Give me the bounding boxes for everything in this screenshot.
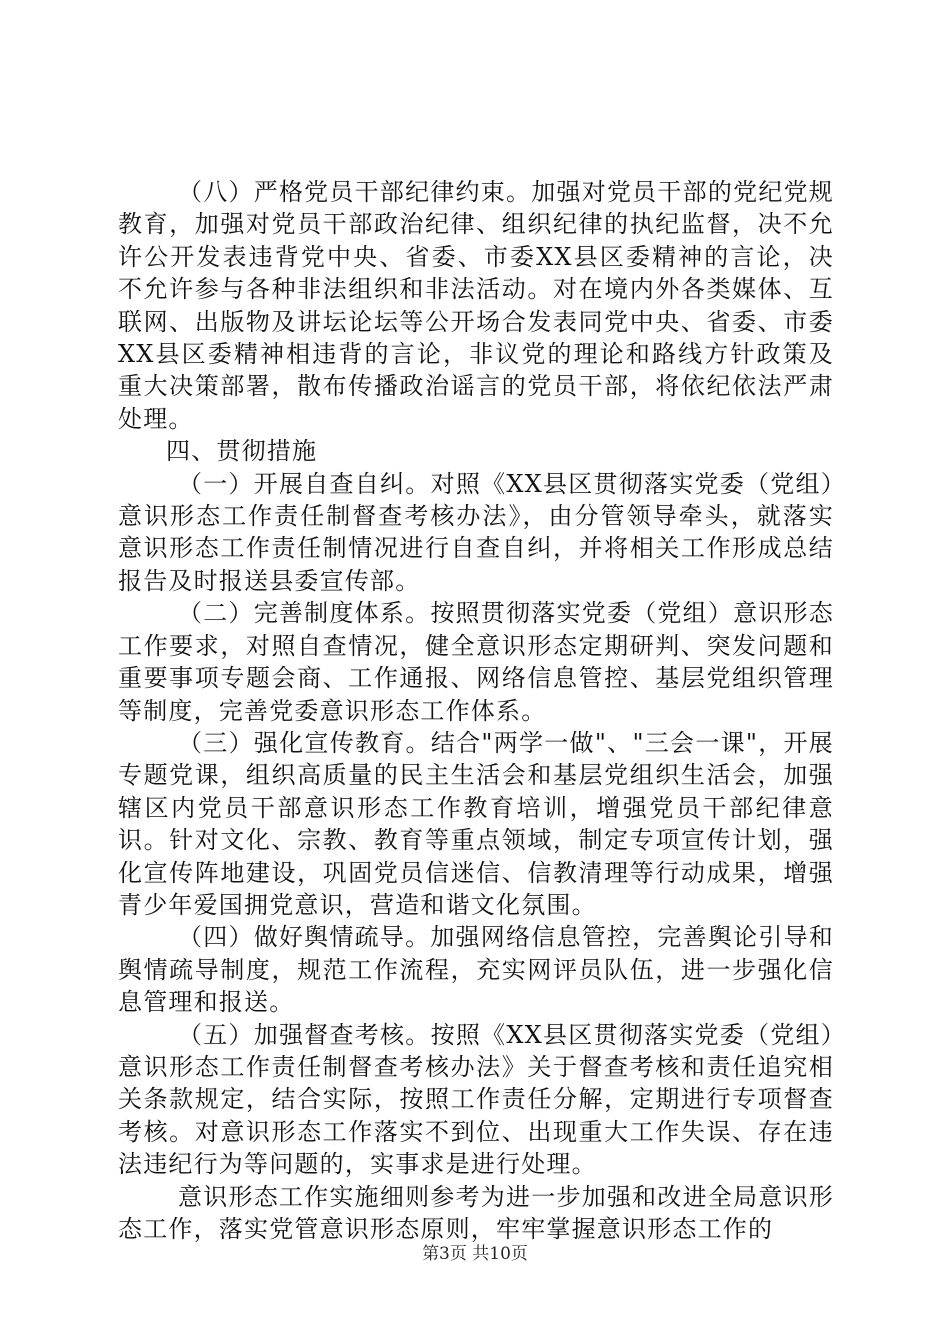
paragraph-system: （二）完善制度体系。按照贯彻落实党委（党组）意识形态工作要求，对照自查情况，健全意识形态定期研判、突发问题和重要事项专题会商、工作通报、网络信息管控、基层党组织管理等制度，完善党委意识形态工作体系。	[118, 599, 834, 725]
page-number-footer: 第3页 共10页	[422, 1244, 528, 1264]
section-heading-measures: 四、贯彻措施	[166, 437, 318, 466]
paragraph-public-opinion: （四）做好舆情疏导。加强网络信息管控，完善舆论引导和舆情疏导制度，规范工作流程，充实网评员队伍，进一步强化信息管理和报送。	[118, 923, 834, 1017]
paragraph-rules-intro: 意识形态工作实施细则参考为进一步加强和改进全局意识形态工作，落实党管意识形态原则，牢牢掌握意识形态工作的	[118, 1182, 834, 1243]
paragraph-discipline: （八）严格党员干部纪律约束。加强对党员干部的党纪党规教育，加强对党员干部政治纪律、组织纪律的执纪监督，决不允许公开发表违背党中央、省委、市委XX县区委精神的言论，决不允许参与各种非法组织和非法活动。对在境内外各类媒体、互联网、出版物及讲坛论坛等公开场合发表同党中央、省委、市委XX县区委精神相违背的言论，非议党的理论和路线方针政策及重大决策部署，散布传播政治谣言的党员干部，将依纪依法严肃处理。	[118, 178, 834, 433]
paragraph-supervision: （五）加强督查考核。按照《XX县区贯彻落实党委（党组）意识形态工作责任制督查考核办法》关于督查考核和责任追究相关条款规定，结合实际，按照工作责任分解，定期进行专项督查考核。对意识形态工作落实不到位、出现重大工作失误、存在违法违纪行为等问题的，实事求是进行处理。	[118, 1020, 834, 1179]
paragraph-education: （三）强化宣传教育。结合"两学一做"、"三会一课"，开展专题党课，组织高质量的民主生活会和基层党组织生活会，加强辖区内党员干部意识形态工作教育培训，增强党员干部纪律意识。针对文化、宗教、教育等重点领域，制定专项宣传计划，强化宣传阵地建设，巩固党员信迷信、信教清理等行动成果，增强青少年爱国拥党意识，营造和谐文化氛围。	[118, 728, 834, 919]
document-body	[118, 176, 834, 1245]
paragraph-self-check: （一）开展自查自纠。对照《XX县区贯彻落实党委（党组）意识形态工作责任制督查考核办法》，由分管领导牵头，就落实意识形态工作责任制情况进行自查自纠，并将相关工作形成总结报告及时报送县委宣传部。	[118, 469, 834, 595]
